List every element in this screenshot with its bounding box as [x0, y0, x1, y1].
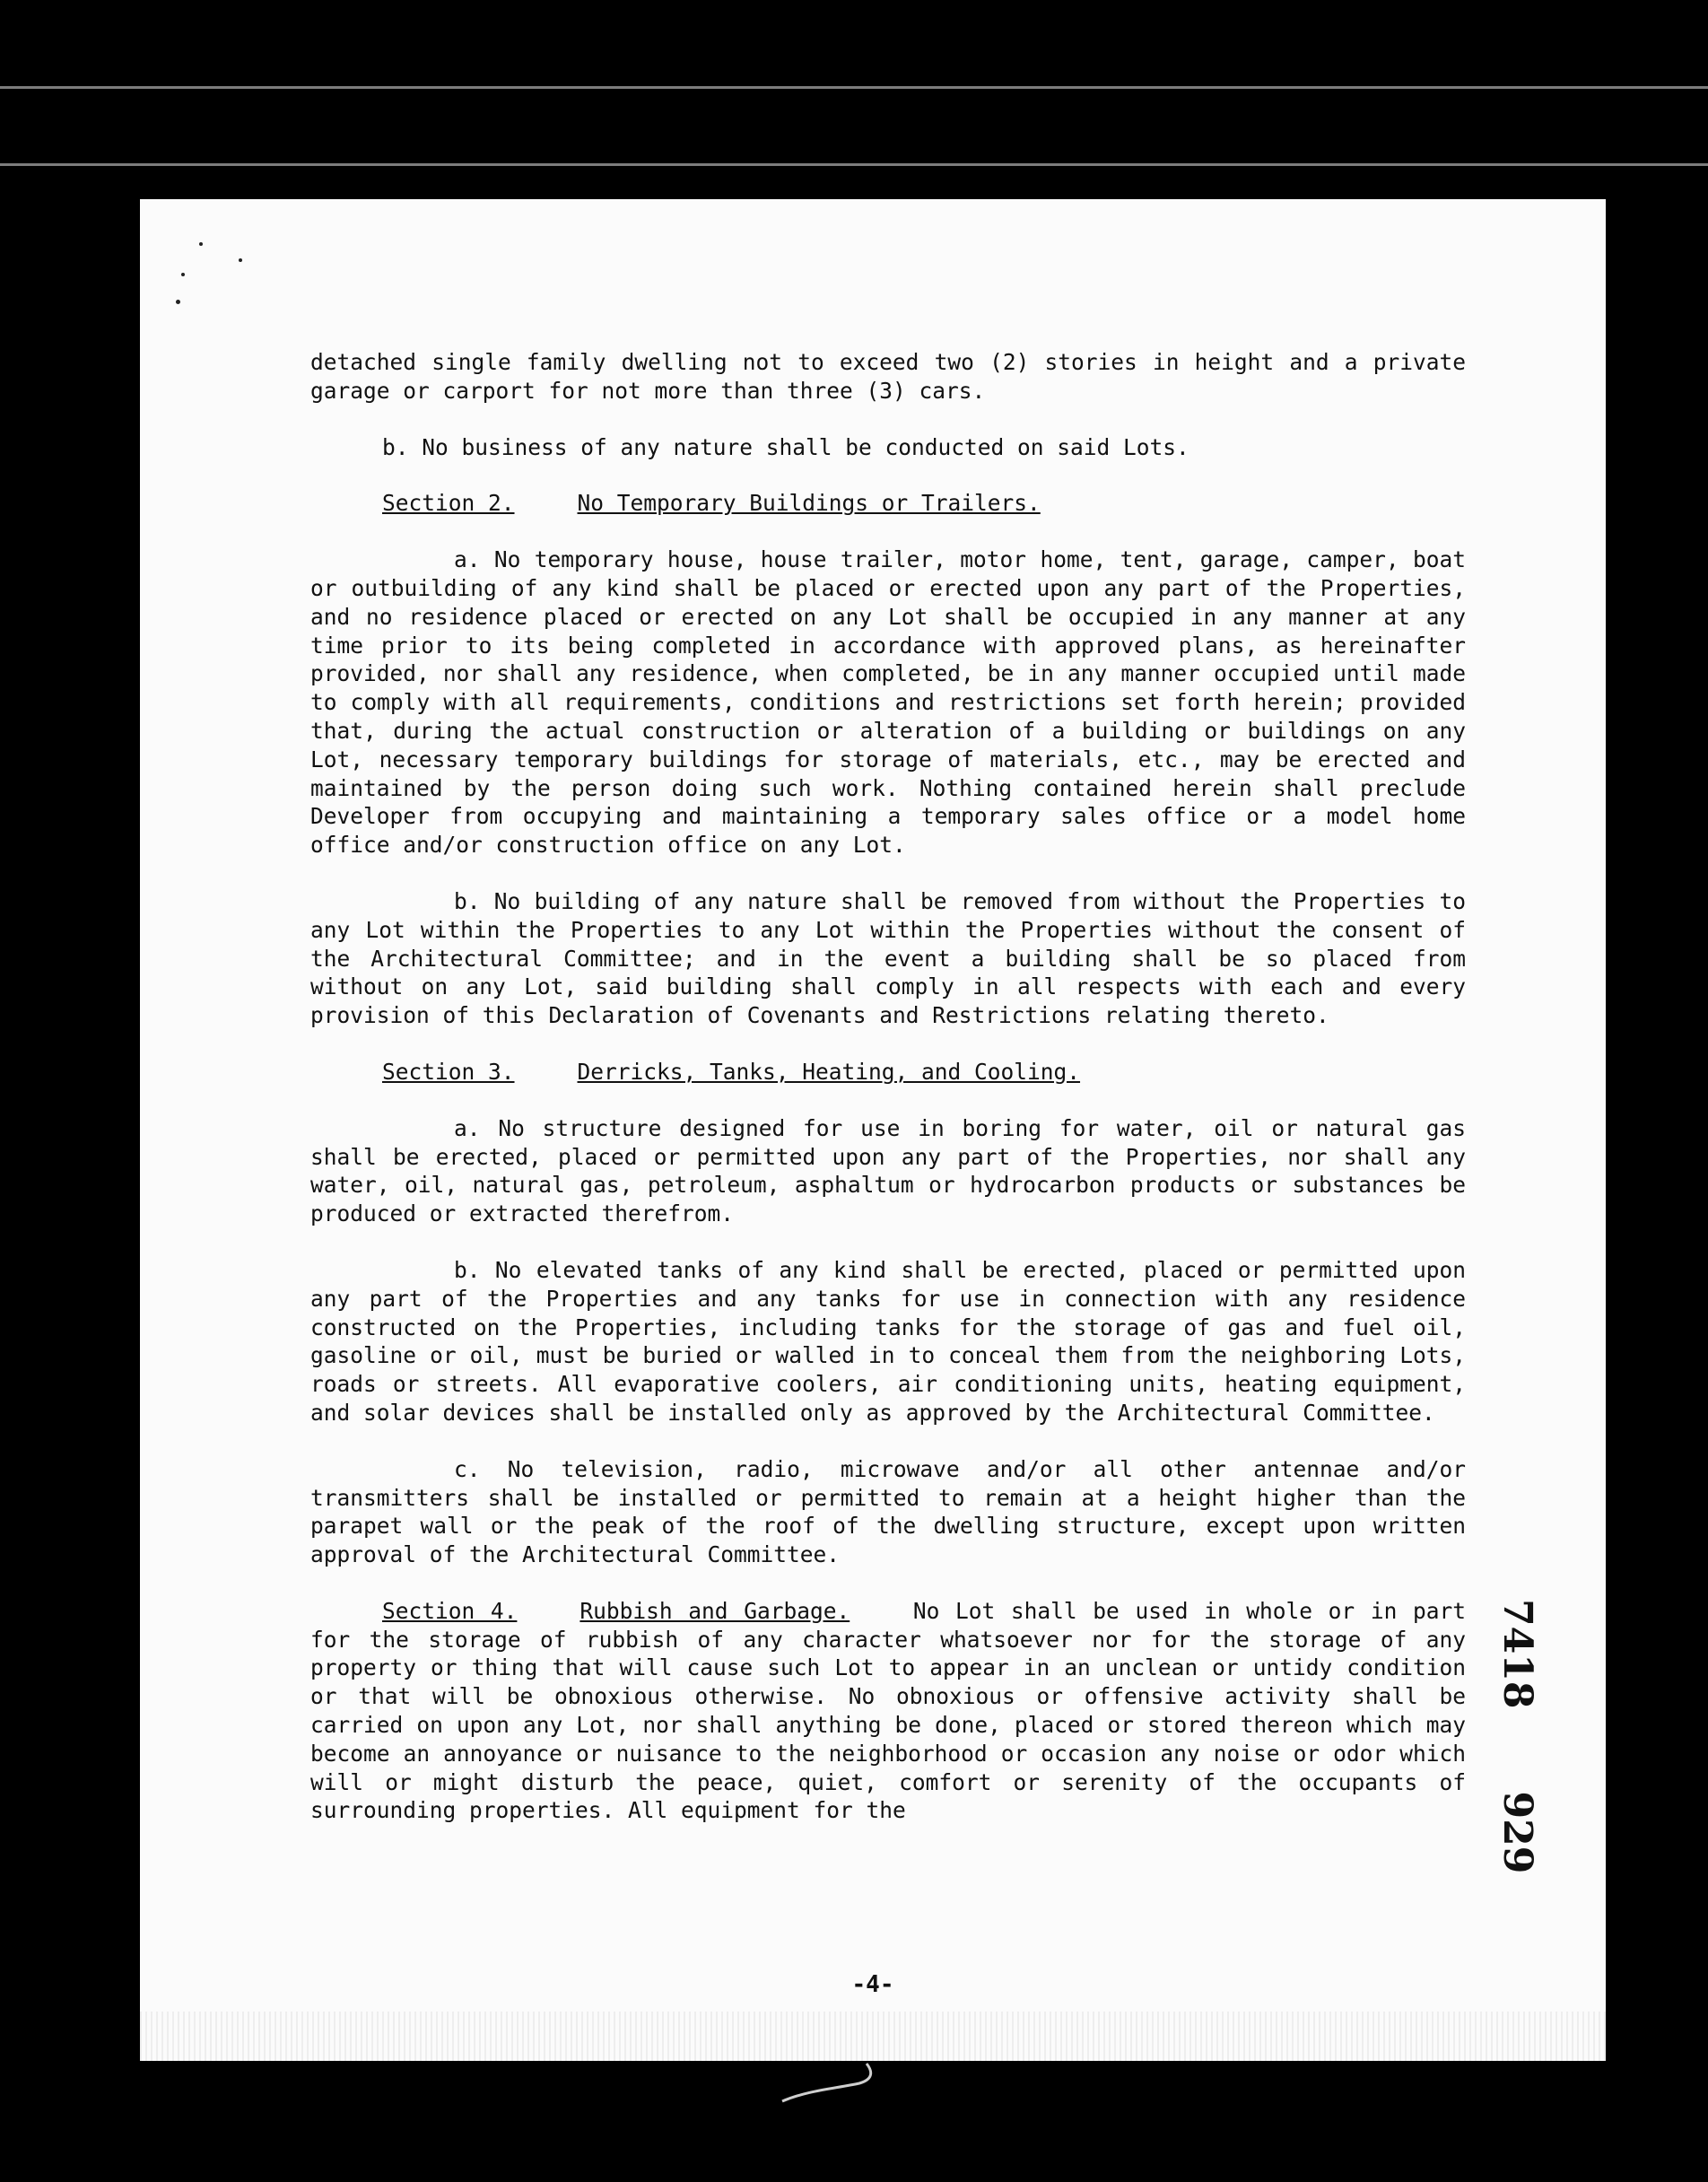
paragraph-3b: b. No elevated tanks of any kind shall be erected, placed or permitted upon any part of the Properties and any tanks for use in connection with any residence constructed on the Properties, including tanks for the storage of gas and fuel oil, gasoline or oil, must be buried or walled in to conceal them from the neighboring Lots, roads or streets. All evaporative coolers, air conditioning units, heating equipment, and solar devices shall be installed only as approved by the Architectural Committee. — [310, 1256, 1466, 1426]
paragraph-3c: c. No television, radio, microwave and/or all other antennae and/or transmitters shall be installed or permitted to remain at a height higher than the parapet wall or the peak of the roof of the dwelling structure, except upon written approval of the Architectural Committee. — [310, 1455, 1466, 1568]
pen-mark-icon — [771, 2046, 897, 2117]
section-4-paragraph — [310, 1597, 1466, 1825]
section-4-label: Section 4. — [382, 1597, 518, 1624]
section-4-text: No Lot shall be used in whole or in part for the storage of rubbish of any character whatsoever nor for the storage of any property or thing that will cause such Lot to appear in an unclean or untidy condition or that will be obnoxious otherwise. No obnoxious or offensive activity shall be carried on upon any Lot, nor shall anything be done, placed or stored thereon which may become an annoyance or nuisance to the neighborhood or occasion any noise or odor which will or might disturb the peace, quiet, comfort or serenity of the occupants of surrounding properties. All equipment for the — [310, 1597, 1466, 1824]
paragraph-3a: a. No structure designed for use in boring for water, oil or natural gas shall be erected, placed or permitted upon any part of the Properties, nor shall any water, oil, natural gas, petroleum, asphaltum or hydrocarbon products or substances be produced or extracted therefrom. — [310, 1114, 1466, 1227]
page-reference: 929 — [1494, 1791, 1540, 1874]
scan-streak — [0, 86, 1708, 89]
page-number: -4- — [851, 1971, 894, 1998]
section-2-title: No Temporary Buildings or Trailers. — [577, 490, 1041, 517]
paragraph-2b: b. No building of any nature shall be removed from without the Properties to any Lot within the Properties to any Lot within the Properties without the consent of the Architectural Committee; and in the event a building shall be so placed from without on any Lot, said building shall comply in all respects with each and every provision of this Declaration of Covenants and Restrictions relating thereto. — [310, 887, 1466, 1029]
scan-streak — [0, 163, 1708, 166]
scan-speck — [199, 242, 203, 246]
section-3-title: Derricks, Tanks, Heating, and Cooling. — [577, 1058, 1081, 1085]
section-4-title: Rubbish and Garbage. — [580, 1597, 850, 1624]
scan-speck — [239, 258, 242, 262]
recording-stamp — [1494, 1599, 1540, 1874]
scan-speck — [181, 273, 185, 276]
scan-speck — [176, 300, 180, 304]
paragraph-1b: b. No business of any nature shall be conducted on said Lots. — [382, 433, 1190, 460]
paragraph-continuation: detached single family dwelling not to exceed two (2) stories in height and a private garage or carport for not more than three (3) cars. — [310, 349, 1466, 404]
paragraph-2a: a. No temporary house, house trailer, motor home, tent, garage, camper, boat or outbuilding of any kind shall be placed or erected upon any part of the Properties, and no residence placed or erected on any Lot shall be occupied in any manner at any time prior to its being completed in accordance with approved plans, as hereinafter provided, nor shall any residence, when completed, be in any manner occupied until made to comply with all requirements, conditions and restrictions set forth herein; provided that, during the actual construction or alteration of a building or buildings on any Lot, necessary temporary buildings for storage of materials, etc., may be erected and maintained by the person doing such work. Nothing contained herein shall preclude Developer from occupying and maintaining a temporary sales office or a model home office and/or construction office on any Lot. — [310, 546, 1466, 859]
book-number: 7418 — [1494, 1599, 1540, 1709]
section-3-label: Section 3. — [382, 1058, 515, 1085]
section-2-label: Section 2. — [382, 490, 515, 517]
document-body — [310, 348, 1466, 1853]
document-page — [140, 199, 1606, 2061]
section-2-heading — [310, 489, 1466, 518]
section-3-heading — [310, 1058, 1466, 1087]
